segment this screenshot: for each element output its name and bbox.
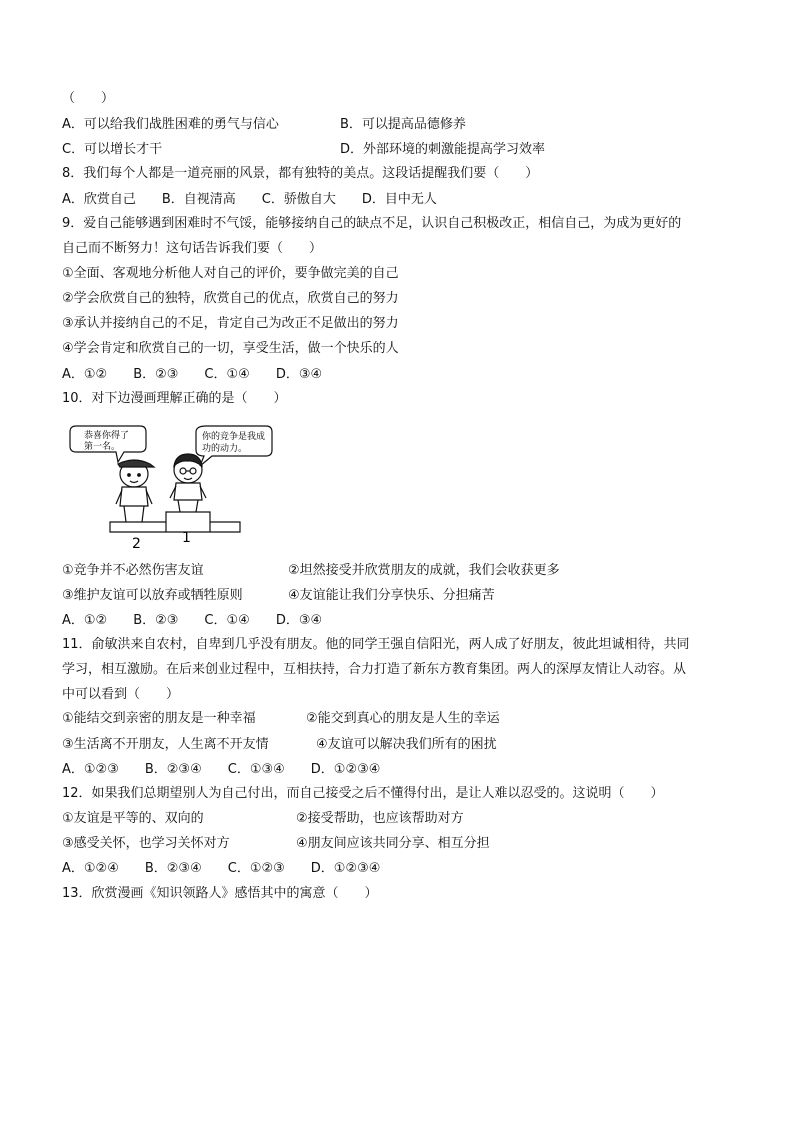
q11-statement-3: ③生活离不开朋友，人生离不开友情: [62, 737, 269, 752]
q7-option-a: A．可以给我们战胜困难的勇气与信心: [62, 117, 279, 132]
q10-options: A．①② B．②③ C．①④ D．③④: [62, 613, 323, 628]
left-bubble-line2: 第一名。: [84, 442, 121, 452]
q11-stem-line2: 学习，相互激励。在后来创业过程中，互相扶持，合力打造了新东方教育集团。两人的深厚友情让人动容。从: [62, 662, 687, 677]
right-bubble-line1: 你的竞争是我成: [202, 432, 266, 442]
q11-statement-1: ①能结交到亲密的朋友是一种幸福: [62, 711, 256, 726]
left-bubble-line1: 恭喜你得了: [84, 431, 130, 441]
podium-number-1: 1: [182, 530, 191, 546]
q8-options: A．欣赏自己 B．自视清高 C．骄傲自大 D．目中无人: [62, 192, 437, 207]
answer-bracket: （ ）: [62, 91, 115, 106]
q13-stem: 13．欣赏漫画《知识领路人》感悟其中的寓意（ ）: [62, 886, 378, 901]
q12-statement-4: ④朋友间应该共同分享、相互分担: [296, 836, 490, 851]
q10-statement-2: ②坦然接受并欣赏朋友的成就，我们会收获更多: [288, 563, 560, 578]
q12-statement-3: ③感受关怀，也学习关怀对方: [62, 836, 230, 851]
right-bubble-line2: 功的动力。: [202, 444, 248, 454]
q9-options: A．①② B．②③ C．①④ D．③④: [62, 367, 323, 382]
q12-statement-2: ②接受帮助，也应该帮助对方: [296, 811, 464, 826]
first-place-boy: [170, 454, 206, 512]
q12-statement-1: ①友谊是平等的、双向的: [62, 811, 204, 826]
q10-statement-4: ④友谊能让我们分享快乐、分担痛苦: [288, 588, 495, 603]
q11-stem-line1: 11．俞敏洪来自农村，自卑到几乎没有朋友。他的同学王强自信阳光，两人成了好朋友，彼此坦诚相待，共同: [62, 637, 690, 652]
q9-statement-1: ①全面、客观地分析他人对自己的评价，要争做完美的自己: [62, 266, 399, 281]
q10-stem: 10．对下边漫画理解正确的是（ ）: [62, 391, 287, 406]
comic-illustration: [62, 420, 294, 552]
q11-statement-2: ②能交到真心的朋友是人生的幸运: [306, 711, 500, 726]
q9-statement-4: ④学会肯定和欣赏自己的一切，享受生活，做一个快乐的人: [62, 341, 399, 356]
q8-stem: 8．我们每个人都是一道亮丽的风景，都有独特的美点。这段话提醒我们要（ ）: [62, 166, 539, 181]
q9-statement-3: ③承认并接纳自己的不足，肯定自己为改正不足做出的努力: [62, 316, 399, 331]
q12-stem: 12．如果我们总期望别人为自己付出，而自己接受之后不懂得付出，是让人难以忍受的。这说明（ ）: [62, 786, 664, 801]
podium: [110, 512, 240, 532]
q11-stem-line3: 中可以看到（ ）: [62, 687, 180, 702]
q9-statement-2: ②学会欣赏自己的独特，欣赏自己的优点，欣赏自己的努力: [62, 291, 399, 306]
podium-number-2: 2: [132, 536, 141, 552]
q11-statement-4: ④友谊可以解决我们所有的困扰: [316, 737, 497, 752]
q7-option-d: D．外部环境的刺激能提高学习效率: [340, 142, 546, 157]
q7-option-c: C．可以增长才干: [62, 142, 163, 157]
q9-stem-line2: 自己而不断努力！这句话告诉我们要（ ）: [62, 241, 323, 256]
q10-statement-3: ③维护友谊可以放弃或牺牲原则: [62, 588, 243, 603]
q12-options: A．①②④ B．②③④ C．①②③ D．①②③④: [62, 861, 381, 876]
q7-option-b: B．可以提高品德修养: [340, 117, 466, 132]
q10-statement-1: ①竞争并不必然伤害友谊: [62, 563, 204, 578]
second-place-boy: [116, 460, 154, 522]
q11-options: A．①②③ B．②③④ C．①③④ D．①②③④: [62, 762, 381, 777]
q9-stem-line1: 9．爱自己能够遇到困难时不气馁，能够接纳自己的缺点不足，认识自己积极改正，相信自己，为成为更好的: [62, 216, 682, 231]
